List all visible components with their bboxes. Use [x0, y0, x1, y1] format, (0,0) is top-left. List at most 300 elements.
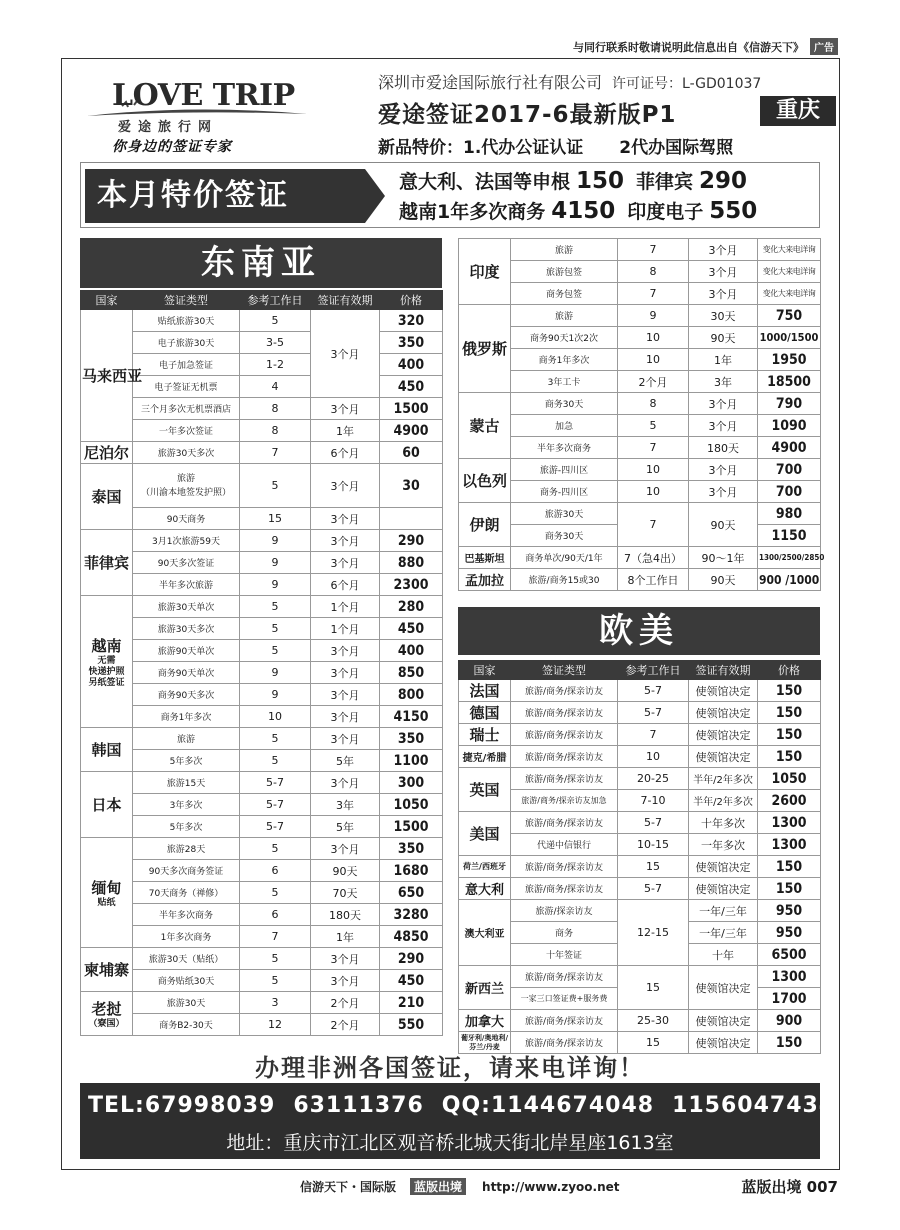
days-cell: 5: [240, 970, 311, 992]
price-cell: 4900: [758, 437, 821, 459]
promo-price: 290: [699, 168, 748, 194]
type-cell: 加急: [511, 415, 618, 437]
validity-cell: 3年: [689, 371, 758, 393]
logo-brand: LOVE TRIP: [112, 78, 295, 113]
table-row: [459, 239, 821, 261]
country-note: （寮国）: [88, 1018, 125, 1029]
price-cell: 2600: [758, 790, 821, 812]
price-cell: 450: [380, 618, 443, 640]
country-cell: 瑞士: [459, 724, 511, 746]
type-cell: 旅游/商务/探亲访友: [511, 724, 618, 746]
price-cell: 150: [758, 702, 821, 724]
country-cell: 葡牙利/奥地利/芬兰/丹麦: [459, 1032, 511, 1054]
new-item-2: 2代办国际驾照: [619, 138, 734, 158]
validity-cell: 1年: [689, 349, 758, 371]
company-name: 深圳市爱途国际旅行社有限公司: [378, 73, 603, 92]
table-row: [81, 530, 443, 552]
price-cell: 6500: [758, 944, 821, 966]
type-cell: 5年多次: [133, 816, 240, 838]
europe-america-table: [458, 660, 821, 1054]
table-row: [459, 812, 821, 834]
type-cell: 旅游/商务/探亲访友加急: [511, 790, 618, 812]
new-items: [378, 133, 733, 158]
header-validity: 签证有效期: [689, 661, 758, 680]
days-cell: 7: [240, 442, 311, 464]
days-cell: 9: [618, 305, 689, 327]
type-cell: 旅游15天: [133, 772, 240, 794]
type-cell: 旅游: [511, 239, 618, 261]
table-row: [81, 640, 443, 662]
type-cell: 商务B2-30天: [133, 1014, 240, 1036]
type-cell: 1年多次商务: [133, 926, 240, 948]
license-number: 许可证号：L-GD01037: [612, 76, 762, 92]
table-row: [81, 420, 443, 442]
price-cell: 1300/2500/2850: [758, 547, 821, 569]
price-cell: 150: [758, 856, 821, 878]
days-cell: 7-10: [618, 790, 689, 812]
source-note: [573, 38, 838, 55]
days-cell: 5: [240, 948, 311, 970]
days-cell: 10: [618, 746, 689, 768]
validity-cell: 90天: [689, 569, 758, 591]
type-cell: 商务30天: [511, 393, 618, 415]
country-cell: 尼泊尔: [81, 442, 133, 464]
days-cell: 15: [618, 966, 689, 1010]
type-cell: 旅游-四川区: [511, 459, 618, 481]
validity-cell: 30天: [689, 305, 758, 327]
table-row: [81, 1014, 443, 1036]
header-type: 签证类型: [133, 291, 240, 310]
validity-cell: 3个月: [311, 706, 380, 728]
price-cell: 150: [758, 1032, 821, 1054]
footer: [300, 1178, 620, 1195]
type-cell: 5年多次: [133, 750, 240, 772]
validity-cell: 3个月: [689, 393, 758, 415]
validity-cell: 3个月: [689, 283, 758, 305]
validity-cell: 十年多次: [689, 812, 758, 834]
table-row: [81, 750, 443, 772]
days-cell: 8: [240, 398, 311, 420]
country-name: 越南: [91, 636, 122, 655]
table-row: [81, 992, 443, 1014]
price-cell: 1090: [758, 415, 821, 437]
days-cell: 5: [240, 310, 311, 332]
price-cell: 150: [758, 878, 821, 900]
validity-cell: 3个月: [311, 552, 380, 574]
type-cell: 商务1年多次: [511, 349, 618, 371]
promo-arrow-icon: [365, 169, 385, 223]
promo-lines: [399, 167, 769, 227]
days-cell: 7: [240, 926, 311, 948]
price-cell: 300: [380, 772, 443, 794]
table-row: [459, 481, 821, 503]
validity-cell: 3个月: [689, 261, 758, 283]
price-cell: 60: [380, 442, 443, 464]
validity-cell: 3个月: [689, 415, 758, 437]
days-cell: 5-7: [618, 702, 689, 724]
promo-item: 印度电子: [627, 201, 704, 223]
type-cell: 3年多次: [133, 794, 240, 816]
validity-cell: 使领馆决定: [689, 878, 758, 900]
contact-numbers: [88, 1093, 835, 1118]
country-cell: [81, 838, 133, 948]
type-cell: 旅游90天单次: [133, 640, 240, 662]
days-cell: 9: [240, 684, 311, 706]
table-row: [459, 547, 821, 569]
table-row: [81, 442, 443, 464]
source-note-text: 与同行联系时敬请说明此信息出自《信游天下》: [573, 41, 804, 54]
price-cell: 450: [380, 970, 443, 992]
validity-cell: 半年/2年多次: [689, 768, 758, 790]
type-cell: 90天多次商务签证: [133, 860, 240, 882]
days-cell: 10: [618, 481, 689, 503]
validity-cell: 3个月: [311, 640, 380, 662]
africa-notice: 办理非洲各国签证，请来电详询！: [255, 1054, 645, 1082]
price-cell: 350: [380, 838, 443, 860]
validity-cell: 90天: [689, 327, 758, 349]
type-cell: 电子旅游30天: [133, 332, 240, 354]
price-cell: 150: [758, 746, 821, 768]
table-row: [459, 856, 821, 878]
type-cell: 商务-四川区: [511, 481, 618, 503]
validity-cell: 5年: [311, 816, 380, 838]
table-row: [459, 393, 821, 415]
country-cell: 美国: [459, 812, 511, 856]
type-cell: 旅游: [133, 728, 240, 750]
price-cell: 750: [758, 305, 821, 327]
table-row: [459, 746, 821, 768]
promo-item: 菲律宾: [636, 171, 694, 193]
validity-cell: 6个月: [311, 574, 380, 596]
type-cell: 旅游/商务/探亲访友: [511, 812, 618, 834]
country-cell: 意大利: [459, 878, 511, 900]
table-row: [81, 618, 443, 640]
price-cell: 980: [758, 503, 821, 525]
days-cell: 1-2: [240, 354, 311, 376]
price-cell: 150: [758, 724, 821, 746]
promo-item: 越南1年多次商务: [399, 201, 546, 223]
header-country: 国家: [459, 661, 511, 680]
validity-cell: 3个月: [311, 310, 380, 398]
table-row: [459, 680, 821, 702]
table-row: [459, 724, 821, 746]
country-cell: 澳大利亚: [459, 900, 511, 966]
type-cell: 旅游: [511, 305, 618, 327]
price-cell: 800: [380, 684, 443, 706]
price-cell: 700: [758, 481, 821, 503]
type-cell: 电子签证无机票: [133, 376, 240, 398]
price-cell: 350: [380, 332, 443, 354]
days-cell: 5: [240, 838, 311, 860]
validity-cell: 3年: [311, 794, 380, 816]
days-cell: 8: [618, 393, 689, 415]
price-cell: 350: [380, 728, 443, 750]
table-row: [459, 283, 821, 305]
table-row: [81, 728, 443, 750]
validity-cell: 使领馆决定: [689, 746, 758, 768]
type-cell: 代递中信银行: [511, 834, 618, 856]
table-row: [81, 596, 443, 618]
type-cell: 商务90天单次: [133, 662, 240, 684]
validity-cell: 1年: [311, 926, 380, 948]
days-cell: 3-5: [240, 332, 311, 354]
price-cell: 880: [380, 552, 443, 574]
table-row: [81, 970, 443, 992]
country-cell: 巴基斯坦: [459, 547, 511, 569]
country-cell: 以色列: [459, 459, 511, 503]
type-cell: 半年多次旅游: [133, 574, 240, 596]
price-cell: 1700: [758, 988, 821, 1010]
new-item-1: 新品特价：1.代办公证认证: [378, 138, 584, 158]
type-cell: 旅游30天: [511, 503, 618, 525]
type-cell: 旅游包签: [511, 261, 618, 283]
days-cell: 8: [618, 261, 689, 283]
table-row: [459, 415, 821, 437]
table-row: [459, 261, 821, 283]
table-row: [81, 662, 443, 684]
validity-cell: 70天: [311, 882, 380, 904]
header-days: 参考工作日: [240, 291, 311, 310]
type-cell: 十年签证: [511, 944, 618, 966]
validity-cell: 使领馆决定: [689, 1032, 758, 1054]
table-row: [81, 882, 443, 904]
header-validity: 签证有效期: [311, 291, 380, 310]
price-cell: 4150: [380, 706, 443, 728]
type-cell: 旅游28天: [133, 838, 240, 860]
validity-cell: 3个月: [689, 481, 758, 503]
type-cell: 旅游/商务/探亲访友: [511, 746, 618, 768]
type-cell: 旅游/商务/探亲访友: [511, 702, 618, 724]
country-note: 无需: [97, 655, 116, 666]
validity-cell: 使领馆决定: [689, 966, 758, 1010]
days-cell: 5-7: [618, 878, 689, 900]
country-cell: 加拿大: [459, 1010, 511, 1032]
days-cell: 7: [618, 724, 689, 746]
price-cell: 400: [380, 640, 443, 662]
validity-cell: 使领馆决定: [689, 702, 758, 724]
days-cell: 10: [240, 706, 311, 728]
header-price: 价格: [380, 291, 443, 310]
days-cell: 5-7: [240, 772, 311, 794]
city-tag: 重庆: [760, 96, 836, 126]
table-row: [459, 790, 821, 812]
validity-cell: 3个月: [311, 464, 380, 508]
days-cell: 6: [240, 860, 311, 882]
days-cell: 9: [240, 552, 311, 574]
validity-cell: 十年: [689, 944, 758, 966]
section-title-southeast-asia: 东南亚: [80, 238, 442, 288]
days-cell: 7: [618, 437, 689, 459]
type-cell: 商务包签: [511, 283, 618, 305]
table-row: [459, 327, 821, 349]
days-cell: 8个工作日: [618, 569, 689, 591]
table-row: [81, 464, 443, 508]
validity-cell: 3个月: [311, 508, 380, 530]
validity-cell: 3个月: [311, 728, 380, 750]
days-cell: 10: [618, 459, 689, 481]
days-cell: 12: [240, 1014, 311, 1036]
days-cell: 5: [618, 415, 689, 437]
country-cell: 韩国: [81, 728, 133, 772]
section-title-europe-america: 欧美: [458, 607, 820, 655]
country-cell: 俄罗斯: [459, 305, 511, 393]
table-row: [459, 437, 821, 459]
price-cell: 1300: [758, 834, 821, 856]
table-row: [459, 834, 821, 856]
logo-slogan: 你身边的签证专家: [112, 139, 232, 155]
table-row: [81, 508, 443, 530]
table-row: [81, 838, 443, 860]
table-row: [459, 702, 821, 724]
validity-cell: 一年多次: [689, 834, 758, 856]
days-cell: 9: [240, 574, 311, 596]
promo-box: [80, 162, 820, 228]
price-cell: 1100: [380, 750, 443, 772]
footer-url: http://www.zyoo.net: [482, 1180, 620, 1194]
type-cell: 贴纸旅游30天: [133, 310, 240, 332]
type-cell: 商务1年多次: [133, 706, 240, 728]
table-row: [459, 900, 821, 922]
type-cell: [133, 464, 240, 508]
days-cell: 10: [618, 349, 689, 371]
table-row: [81, 904, 443, 926]
southeast-asia-table: [80, 290, 443, 1036]
table-row: [81, 398, 443, 420]
price-cell: 1050: [380, 794, 443, 816]
type-cell: 一年多次签证: [133, 420, 240, 442]
ad-tag: 广告: [810, 38, 838, 55]
country-note: 贴纸: [97, 897, 116, 908]
validity-cell: 3个月: [311, 948, 380, 970]
table-row: [81, 926, 443, 948]
type-cell: 旅游/商务/探亲访友: [511, 680, 618, 702]
type-cell: 旅游/商务/探亲访友: [511, 966, 618, 988]
validity-cell: 3个月: [689, 459, 758, 481]
type-cell: 电子加急签证: [133, 354, 240, 376]
validity-cell: 1个月: [311, 596, 380, 618]
promo-item: 意大利、法国等申根: [399, 171, 571, 193]
type-cell: 旅游30天多次: [133, 442, 240, 464]
type-cell: 旅游/商务/探亲访友: [511, 768, 618, 790]
promo-price: 150: [576, 168, 625, 194]
validity-cell: 1年: [311, 420, 380, 442]
table-row: [81, 552, 443, 574]
table-row: [459, 1010, 821, 1032]
type-cell: 旅游/商务/探亲访友: [511, 856, 618, 878]
country-cell: 伊朗: [459, 503, 511, 547]
validity-cell: 2个月: [311, 1014, 380, 1036]
type-cell: 旅游/商务15或30: [511, 569, 618, 591]
validity-cell: 5年: [311, 750, 380, 772]
validity-cell: 使领馆决定: [689, 724, 758, 746]
days-cell: 5-7: [618, 680, 689, 702]
type-cell: 旅游30天单次: [133, 596, 240, 618]
table-row: [459, 349, 821, 371]
days-cell: 7: [618, 239, 689, 261]
country-cell: 英国: [459, 768, 511, 812]
days-cell: 15: [618, 856, 689, 878]
price-cell: 变化大来电详询: [758, 239, 821, 261]
days-cell: 5: [240, 882, 311, 904]
validity-cell: 3个月: [689, 239, 758, 261]
country-cell: [81, 992, 133, 1036]
type-cell: 3年工卡: [511, 371, 618, 393]
price-cell: 1300: [758, 812, 821, 834]
qq-number-2: 1156047434: [672, 1093, 836, 1118]
country-cell: 蒙古: [459, 393, 511, 459]
table-row: [81, 706, 443, 728]
validity-cell: 3个月: [311, 838, 380, 860]
table-row: [459, 569, 821, 591]
validity-cell: 使领馆决定: [689, 856, 758, 878]
price-cell: 1300: [758, 966, 821, 988]
price-cell: 3280: [380, 904, 443, 926]
table-row: [459, 459, 821, 481]
country-cell: 法国: [459, 680, 511, 702]
days-cell: 7: [618, 283, 689, 305]
price-cell: 1680: [380, 860, 443, 882]
validity-cell: 90天: [311, 860, 380, 882]
days-cell: 10-15: [618, 834, 689, 856]
type-line: （川渝本地签发护照）: [140, 487, 231, 498]
validity-cell: 3个月: [311, 970, 380, 992]
days-cell: 12-15: [618, 900, 689, 966]
type-cell: 半年多次商务: [133, 904, 240, 926]
table-row: [459, 878, 821, 900]
table-row: [81, 816, 443, 838]
table-row: [81, 310, 443, 332]
price-cell: 290: [380, 948, 443, 970]
validity-cell: 3个月: [311, 398, 380, 420]
validity-cell: 90天: [689, 503, 758, 547]
table-row: [81, 772, 443, 794]
asia-other-table: [458, 238, 825, 591]
country-cell: 日本: [81, 772, 133, 838]
type-cell: 90天多次签证: [133, 552, 240, 574]
footer-publication: 信游天下・国际版: [300, 1180, 397, 1194]
table-row: [81, 860, 443, 882]
price-cell: 1000/1500: [758, 327, 821, 349]
price-cell: 变化大来电详询: [758, 261, 821, 283]
type-cell: 旅游/商务/探亲访友: [511, 1010, 618, 1032]
type-cell: 旅游/商务/探亲访友: [511, 878, 618, 900]
type-cell: 商务30天: [511, 525, 618, 547]
days-cell: 10: [618, 327, 689, 349]
type-cell: 旅游/探亲访友: [511, 900, 618, 922]
validity-cell: 90～1年: [689, 547, 758, 569]
type-cell: 旅游30天多次: [133, 618, 240, 640]
days-cell: 7（急4出）: [618, 547, 689, 569]
table-header-row: [459, 661, 821, 680]
price-cell: 400: [380, 354, 443, 376]
type-cell: 商务90天1次2次: [511, 327, 618, 349]
price-cell: 950: [758, 900, 821, 922]
price-cell: 1050: [758, 768, 821, 790]
price-cell: 450: [380, 376, 443, 398]
country-cell: 马来西亚: [81, 310, 133, 442]
validity-cell: 3个月: [311, 684, 380, 706]
tel-number: TEL:67998039: [88, 1093, 276, 1118]
days-cell: 25-30: [618, 1010, 689, 1032]
validity-cell: 一年/三年: [689, 922, 758, 944]
country-note: 快递护照: [88, 666, 125, 677]
type-cell: 商务贴纸30天: [133, 970, 240, 992]
type-cell: 商务90天多次: [133, 684, 240, 706]
price-cell: 290: [380, 530, 443, 552]
validity-cell: 3个月: [311, 662, 380, 684]
days-cell: 5: [240, 464, 311, 508]
price-cell: 900 /1000: [758, 569, 821, 591]
